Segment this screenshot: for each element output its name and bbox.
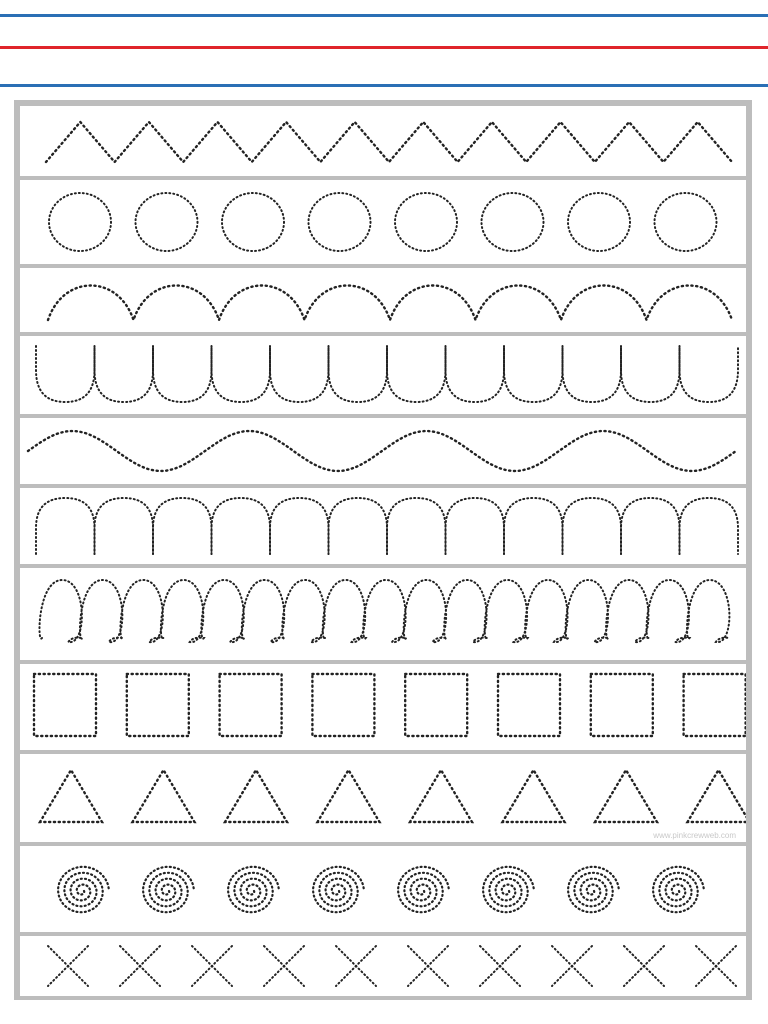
- square-shape: [591, 674, 653, 736]
- triangle-shape: [595, 770, 657, 822]
- oval-shape: [568, 193, 630, 251]
- row-crosses: [20, 936, 746, 996]
- loops-pattern: [20, 568, 746, 660]
- n-arch-shape: [504, 498, 563, 554]
- spiral-shape: [143, 867, 194, 912]
- row-zigzag: [20, 106, 746, 176]
- header-rule-bottom: [0, 84, 768, 87]
- row-n-arches: [20, 488, 746, 564]
- sine-wave-line: [28, 431, 736, 471]
- square-shape: [312, 674, 374, 736]
- oval-shape: [136, 193, 198, 251]
- tracing-worksheet: [14, 100, 752, 1000]
- watermark-text: www.pinkcrewweb.com: [653, 831, 736, 840]
- row-arches-pointed: [20, 268, 746, 332]
- arches-pointed-pattern: [20, 268, 746, 332]
- spiral-shape: [398, 867, 449, 912]
- spiral-shape: [313, 867, 364, 912]
- sine-wave-pattern: [20, 418, 746, 484]
- row-triangles: [20, 754, 746, 842]
- u-cup-shape: [387, 346, 446, 402]
- u-cup-shape: [446, 346, 505, 402]
- triangle-shape: [133, 770, 195, 822]
- u-cup-shape: [270, 346, 329, 402]
- spirals-pattern: [20, 846, 746, 932]
- oval-shape: [395, 193, 457, 251]
- u-cup-shape: [95, 346, 154, 402]
- spiral-shape: [483, 867, 534, 912]
- u-cup-shape: [680, 346, 739, 402]
- ovals-pattern: [20, 180, 746, 264]
- header-rule-middle: [0, 46, 768, 49]
- crosses-pattern: [20, 936, 746, 996]
- row-u-cups: [20, 336, 746, 414]
- u-cup-shape: [212, 346, 271, 402]
- triangle-shape: [410, 770, 472, 822]
- zigzag-line: [46, 122, 732, 162]
- spiral-shape: [58, 867, 109, 912]
- row-ovals: [20, 180, 746, 264]
- u-cup-shape: [329, 346, 388, 402]
- spiral-shape: [653, 867, 704, 912]
- u-cup-shape: [36, 346, 95, 402]
- triangles-pattern: [20, 754, 746, 842]
- triangle-shape: [40, 770, 102, 822]
- n-arch-shape: [621, 498, 680, 554]
- spiral-shape: [568, 867, 619, 912]
- square-shape: [684, 674, 746, 736]
- square-shape: [127, 674, 189, 736]
- squares-pattern: [20, 664, 746, 750]
- row-loops: [20, 568, 746, 660]
- zigzag-pattern: [20, 106, 746, 176]
- n-arch-shape: [329, 498, 388, 554]
- triangle-shape: [225, 770, 287, 822]
- u-cup-shape: [153, 346, 212, 402]
- row-sine-wave: [20, 418, 746, 484]
- u-cups-pattern: [20, 336, 746, 414]
- u-cup-shape: [504, 346, 563, 402]
- n-arches-pattern: [20, 488, 746, 564]
- square-shape: [220, 674, 282, 736]
- n-arch-shape: [270, 498, 329, 554]
- loops-line: [39, 580, 730, 642]
- oval-shape: [309, 193, 371, 251]
- u-cup-shape: [563, 346, 622, 402]
- n-arch-shape: [153, 498, 212, 554]
- n-arch-shape: [680, 498, 739, 554]
- oval-shape: [49, 193, 111, 251]
- square-shape: [405, 674, 467, 736]
- square-shape: [34, 674, 96, 736]
- n-arch-shape: [446, 498, 505, 554]
- oval-shape: [655, 193, 717, 251]
- square-shape: [498, 674, 560, 736]
- n-arch-shape: [95, 498, 154, 554]
- header-rule-top: [0, 14, 768, 17]
- row-spirals: [20, 846, 746, 932]
- oval-shape: [222, 193, 284, 251]
- triangle-shape: [318, 770, 380, 822]
- pointed-arches-line: [48, 286, 732, 321]
- u-cup-shape: [621, 346, 680, 402]
- triangle-shape: [688, 770, 747, 822]
- n-arch-shape: [563, 498, 622, 554]
- n-arch-shape: [387, 498, 446, 554]
- triangle-shape: [503, 770, 565, 822]
- oval-shape: [482, 193, 544, 251]
- n-arch-shape: [36, 498, 95, 554]
- row-squares: [20, 664, 746, 750]
- spiral-shape: [228, 867, 279, 912]
- n-arch-shape: [212, 498, 271, 554]
